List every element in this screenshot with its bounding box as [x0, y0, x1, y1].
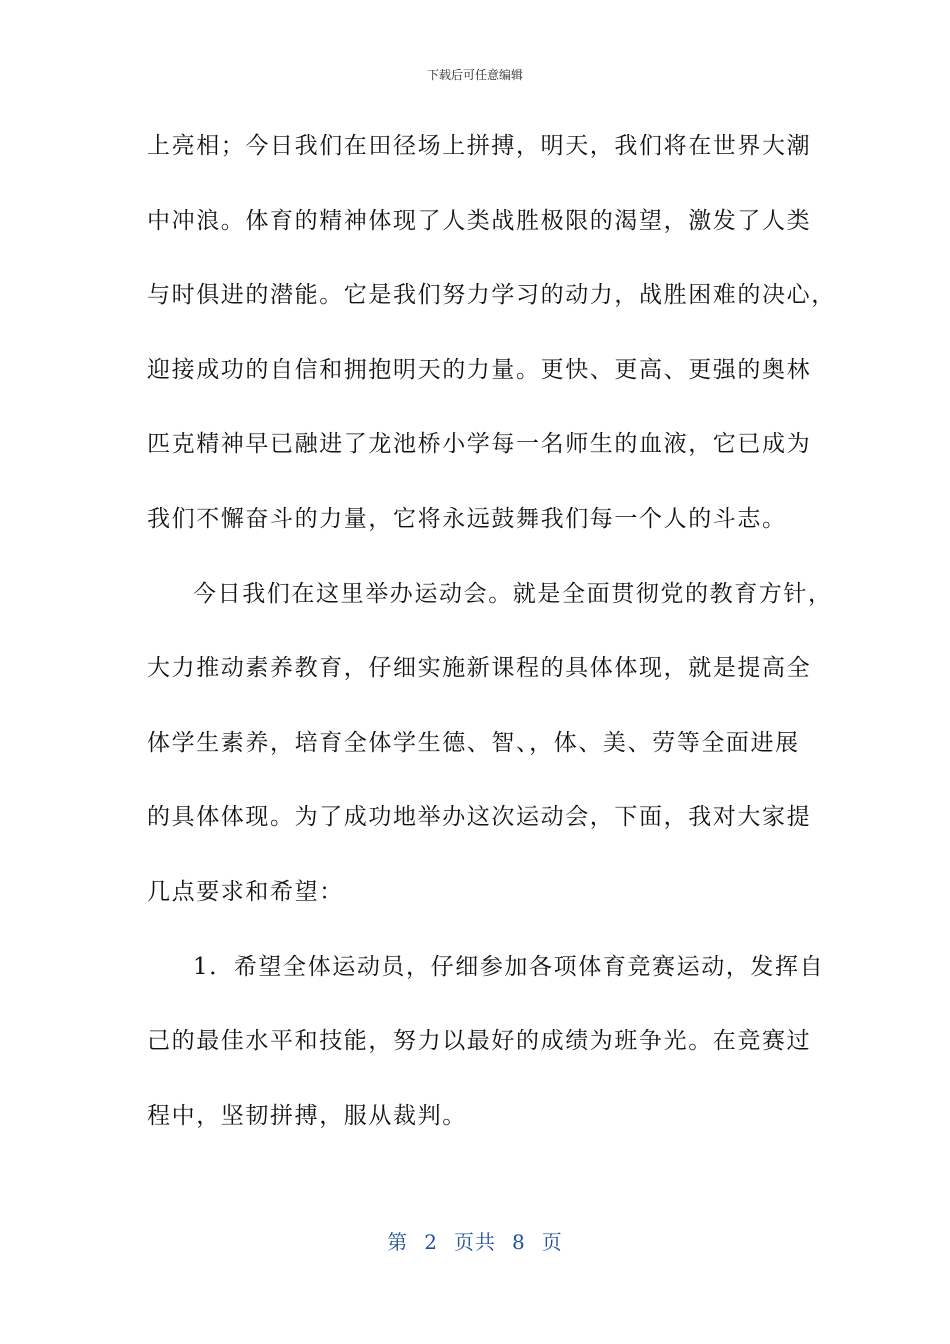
page-header: 下载后可任意编辑 — [426, 68, 523, 82]
text-line: 体学生素养，培育全体学生德、智、，体、美、劳等全面进展 — [147, 729, 800, 756]
footer-label-total: 页共 — [454, 1230, 496, 1254]
text-line: 几点要求和希望： — [147, 878, 344, 905]
text-line: 大力推动素养教育，仔细实施新课程的具体体现，就是提高全 — [147, 655, 812, 682]
paragraph-start-line: 今日我们在这里举办运动会。就是全面贯彻党的教育方针， — [193, 580, 833, 607]
document-body — [147, 126, 836, 1170]
text-line: 的具体体现。为了成功地举办这次运动会，下面，我对大家提 — [147, 804, 812, 831]
text-line: 己的最佳水平和技能，努力以最好的成绩为班争光。在竞赛过 — [147, 1028, 812, 1055]
text-line: 迎接成功的自信和拥抱明天的力量。更快、更高、更强的奥林 — [147, 356, 812, 383]
footer-total-pages: 8 — [512, 1230, 526, 1254]
text-line: 匹克精神早已融进了龙池桥小学每一名师生的血液，它已成为 — [147, 431, 812, 458]
page-footer — [0, 1226, 950, 1255]
text-line: 与时俱进的潜能。它是我们努力学习的动力，战胜困难的决心， — [147, 282, 836, 309]
text-line: 程中，坚韧拼搏，服从裁判。 — [147, 1102, 467, 1129]
footer-page-number: 2 — [424, 1230, 438, 1254]
footer-label-page: 第 — [387, 1230, 409, 1254]
text-line: 我们不懈奋斗的力量，它将永远鼓舞我们每一个人的斗志。 — [147, 505, 787, 532]
text-line: 上亮相；今日我们在田径场上拼搏，明天，我们将在世界大潮 — [147, 133, 812, 159]
footer-label-end: 页 — [541, 1230, 563, 1254]
list-item-start-line: 1．希望全体运动员，仔细参加各项体育竞赛运动，发挥自 — [193, 953, 825, 980]
text-line: 中冲浪。体育的精神体现了人类战胜极限的渴望，激发了人类 — [147, 207, 812, 234]
